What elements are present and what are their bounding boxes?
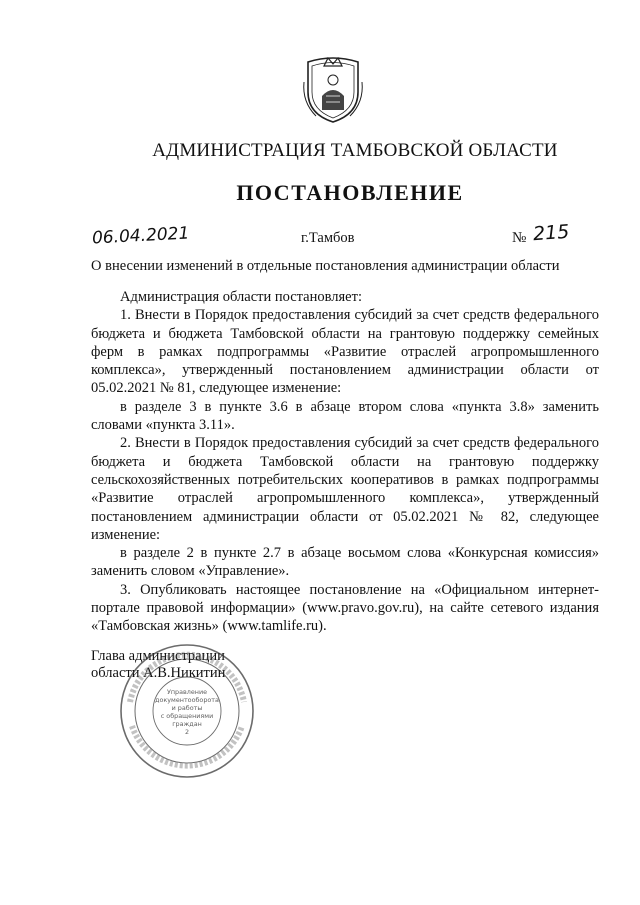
document-city: г.Тамбов (301, 230, 355, 246)
body-paragraph-2a: в разделе 2 в пункте 2.7 в абзаце восьмом слова «Конкурсная комиссия» заменить словом «Управление». (91, 545, 599, 580)
stamp-text-line: документооборота (155, 696, 219, 704)
document-type-title: ПОСТАНОВЛЕНИЕ (236, 180, 464, 205)
stamp-text-line: с обращениями (160, 712, 214, 720)
body-paragraph-3: 3. Опубликовать настоящее постановление на «Официальном интернет-портале правовой информации» (www.pravo.gov.ru), на сайте сетевого издания «Тамбовская жизнь» (www.tamlife.ru). (91, 581, 599, 635)
body-paragraph-1a: в разделе 3 в пункте 3.6 в абзаце втором слова «пункта 3.8» заменить словами «пункта 3.11». (91, 398, 599, 434)
coat-of-arms-icon (300, 52, 366, 124)
body-intro: Администрация области постановляет: (120, 289, 362, 305)
body-paragraph-1: 1. Внести в Порядок предоставления субсидий за счет средств федерального бюджета и бюджета Тамбовской области на грантовую поддержку семейных ферм в рамках подпрограммы «Развитие отраслей агропромышленного комплекса», утвержденный постановлением администрации области от 05.02.2021 № 81, следующее изменение: (91, 307, 599, 397)
organization-name: АДМИНИСТРАЦИЯ ТАМБОВСКОЙ ОБЛАСТИ (152, 140, 558, 161)
official-stamp (118, 642, 256, 780)
document-body (91, 288, 599, 636)
stamp-text-line: Управление (166, 688, 208, 696)
signature-line-1: Глава администрации (91, 648, 225, 664)
document-number-label: № (512, 230, 527, 246)
signature-line-2: области А.В.Никитин (91, 665, 226, 681)
document-subject: О внесении изменений в отдельные постановления администрации области (91, 258, 560, 274)
stamp-text-line: и работы (171, 704, 203, 712)
document-date: 06.04.2021 (91, 223, 190, 249)
document-number: 215 (532, 220, 570, 246)
body-paragraph-2: 2. Внести в Порядок предоставления субсидий за счет средств федерального бюджета и бюджета Тамбовской области на грантовую поддержку сельскохозяйственных потребительских кооперативов в рамках подпрограммы «Развитие отраслей агропромышленного комплекса», утвержденный постановлением администрации области от 05.02.2021 № 82, следующее изменение: (91, 435, 599, 543)
stamp-text-line: 2 (184, 728, 190, 736)
stamp-text-line: граждан (172, 720, 202, 728)
